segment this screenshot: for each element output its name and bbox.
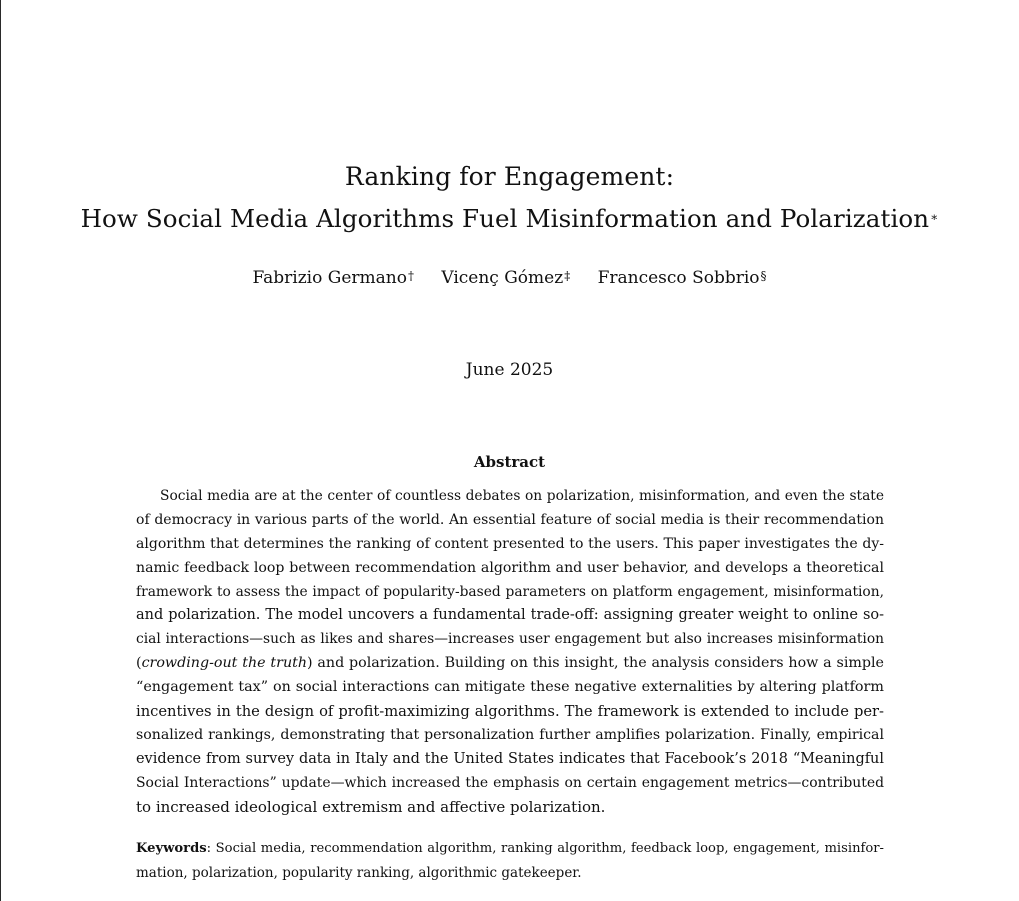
author-1-name: Fabrizio Germano <box>252 268 407 288</box>
publication-date: June 2025 <box>465 360 554 380</box>
abstract-line-with-italic <box>136 652 884 676</box>
abstract-line: Social Interactions” update—which increased the emphasis on certain engagement metrics—contributed <box>136 774 884 791</box>
author-1 <box>252 266 413 290</box>
paper-title-line-1 <box>0 162 1019 192</box>
abstract-line: algorithm that determines the ranking of content presented to the users. This paper investigates the dy- <box>136 535 884 552</box>
keywords-text-1: : Social media, recommendation algorithm, ranking algorithm, feedback loop, engagement, misinfor- <box>206 841 884 856</box>
abstract-body <box>136 485 884 819</box>
title-text-2: How Social Media Algorithms Fuel Misinformation and Polarization <box>80 204 930 233</box>
abstract-line: Social media are at the center of countless debates on polarization, misinformation, and even the state <box>160 488 884 504</box>
author-3-footnote-mark[interactable]: § <box>760 269 767 283</box>
keywords-block <box>136 837 884 885</box>
keywords-line-2: mation, polarization, popularity ranking, algorithmic gatekeeper. <box>136 865 582 881</box>
abstract-line-8-rest: ) and polarization. Building on this insight, the analysis considers how a simple <box>307 655 884 672</box>
author-2 <box>441 266 570 290</box>
keywords-line-1 <box>136 837 884 861</box>
abstract-line: incentives in the design of profit-maximizing algorithms. The framework is extended to include per- <box>136 703 884 721</box>
author-list <box>0 266 1019 290</box>
abstract-line: “engagement tax” on social interactions can mitigate these negative externalities by altering platform <box>136 679 884 696</box>
abstract-line: sonalized rankings, demonstrating that personalization further amplifies polarization. Finally, empirical <box>136 726 884 743</box>
keywords-label: Keywords <box>136 841 207 856</box>
title-text-1: Ranking for Engagement: <box>344 162 675 191</box>
author-2-footnote-mark[interactable]: ‡ <box>564 269 571 283</box>
abstract-line: framework to assess the impact of popularity-based parameters on platform engagement, misinformation, <box>136 583 884 600</box>
author-2-name: Vicenç Gómez <box>441 268 564 288</box>
paper-title-line-2 <box>0 204 1019 234</box>
author-3-name: Francesco Sobbrio <box>597 268 760 288</box>
abstract-line: evidence from survey data in Italy and the United States indicates that Facebook’s 2018 “Meaningful <box>136 750 884 767</box>
author-3 <box>598 266 767 290</box>
abstract-line-last: to increased ideological extremism and affective polarization. <box>136 797 606 816</box>
abstract-heading: Abstract <box>473 453 546 471</box>
abstract-line: namic feedback loop between recommendation algorithm and user behavior, and develops a theoretical <box>136 559 884 576</box>
abstract-line: cial interactions—such as likes and shares—increases user engagement but also increases misinformation <box>136 631 884 648</box>
abstract-paren-open: ( <box>136 655 142 672</box>
abstract-line: and polarization. The model uncovers a fundamental trade-off: assigning greater weight to online so- <box>136 607 884 624</box>
author-1-footnote-mark[interactable]: † <box>407 269 414 283</box>
abstract-line: of democracy in various parts of the world. An essential feature of social media is their recommendation <box>136 511 884 528</box>
title-footnote-mark[interactable]: ∗ <box>930 210 939 224</box>
abstract-italic-phrase: crowding-out the truth <box>141 655 308 672</box>
